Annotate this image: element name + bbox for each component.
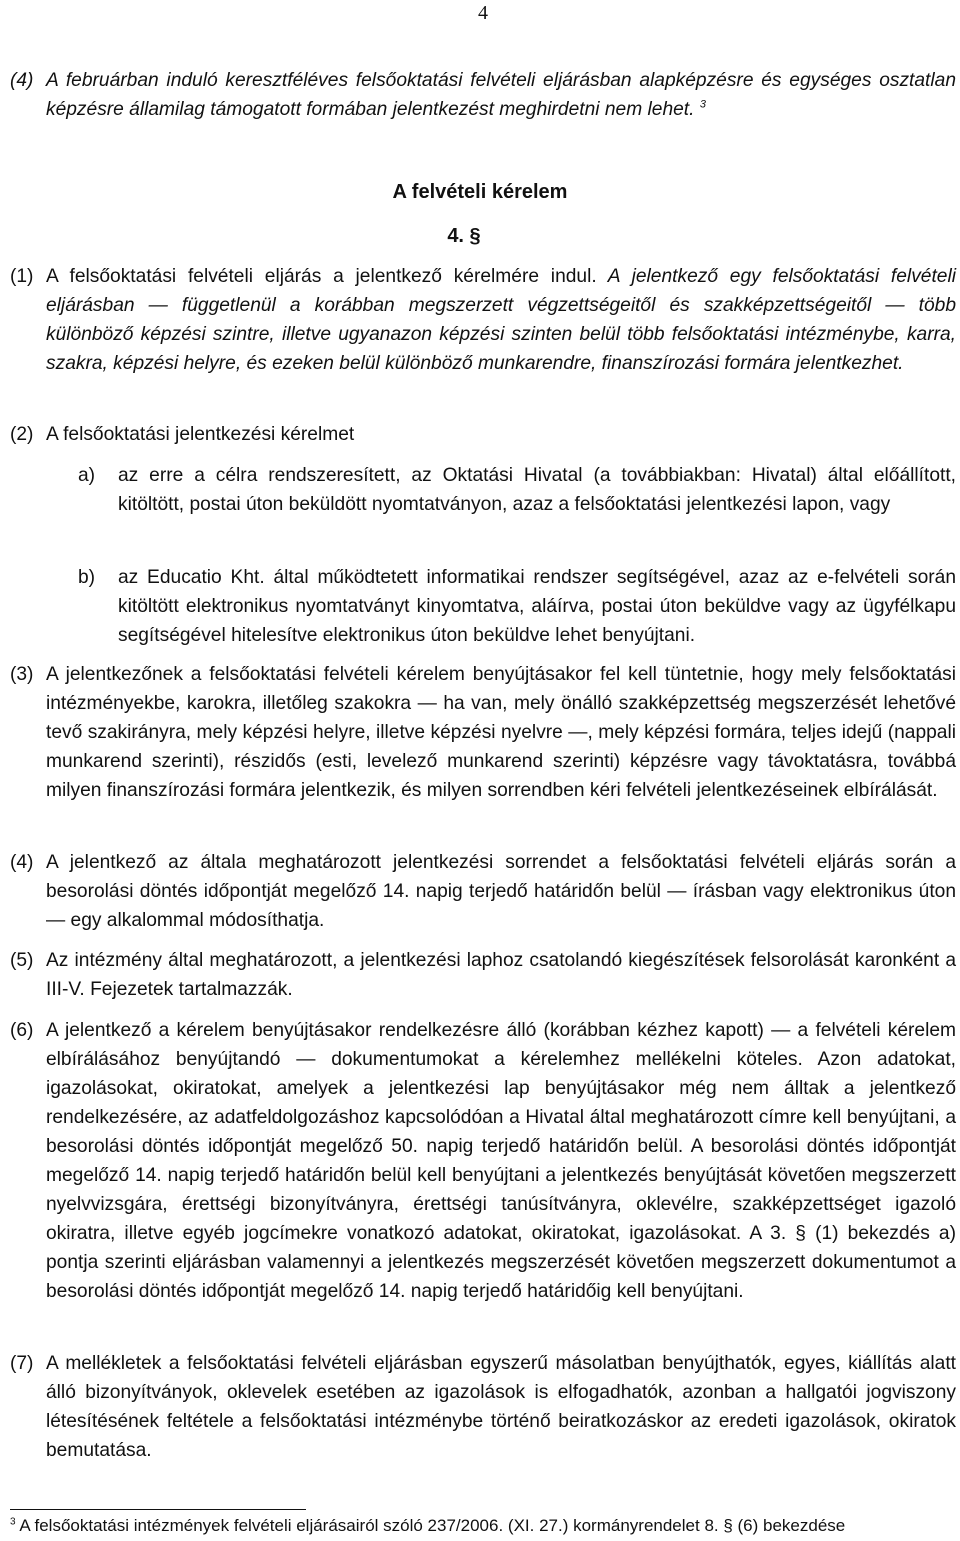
footnote-reference[interactable]: 3 <box>699 98 706 111</box>
paragraph-3 <box>10 660 956 805</box>
item-label: b) <box>78 567 96 588</box>
footnote-divider <box>10 1509 306 1510</box>
paragraph-text: A felsőoktatási felvételi eljárás a jelentkező kérelmére indul. <box>46 266 597 287</box>
section-title: A felvételi kérelem <box>392 181 568 203</box>
paragraph-7 <box>10 1349 956 1465</box>
paragraph-text: A jelentkező az általa meghatározott jelentkezési sorrendet a felsőoktatási felvételi eljárás során a besorolási döntés időpontját megelőző 14. napig terjedő határidőn belül — írásban vagy elektronikus úton — egy alkalommal módosíthatja. <box>46 852 956 931</box>
paragraph-number: (4) <box>10 852 34 873</box>
footnote-marker: 3 <box>10 1516 16 1528</box>
paragraph-text-italic: A jelentkező egy felsőoktatási felvételi eljárásban — függetlenül a korábban megszerzett végzettségeitől és szakképzettségeitől — több különböző képzési szintre, illetve ugyanazon képzési szinten belül több felsőoktatási intézménybe, karra, szakra, képzési helyre, és ezeken belül különböző munkarendre, finanszírozási formára jelentkezhet. <box>46 266 956 374</box>
item-text: az erre a célra rendszeresített, az Oktatási Hivatal (a továbbiakban: Hivatal) által előállított, kitöltött, postai úton beküldött nyomtatványon, azaz a felsőoktatási jelentkezési lapon, vagy <box>118 465 956 515</box>
paragraph-text: A jelentkezőnek a felsőoktatási felvételi kérelem benyújtásakor fel kell tüntetnie, hogy mely felsőoktatási intézményekbe, karokra, illetőleg szakokra — ha van, mely önálló szakképzettség megszerzését lehetővé tevő szakirányra, mely képzési helyre, illetve képzési nyelvre —, mely képzési formára, teljes idejű (nappali munkarend szerinti), részidős (esti, levelező munkarend szerinti) képzésre vagy távoktatásra, továbbá milyen finanszírozási formára jelentkezik, és milyen sorrendben kéri felvételi jelentkezéseinek elbírálását. <box>46 664 956 801</box>
paragraph-6 <box>10 1016 956 1306</box>
paragraph-number: (1) <box>10 266 34 287</box>
paragraph-number: (7) <box>10 1353 34 1374</box>
paragraph-text: A februárban induló keresztféléves felsőoktatási felvételi eljárásban alapképzésre és egységes osztatlan képzésre államilag támogatott formában jelentkezést meghirdetni nem lehet. <box>46 70 956 120</box>
paragraph-number: (2) <box>10 424 34 445</box>
paragraph-text: A mellékletek a felsőoktatási felvételi eljárásban egyszerű másolatban benyújthatók, egyes, kiállítás alatt álló bizonyítványok, oklevelek esetében az igazolások is elfogadhatók, azonban a hallgatói jogviszony létesítésének feltétele a felsőoktatási intézménybe történő beiratkozáskor az eredeti igazolások, okiratok bemutatása. <box>46 1353 956 1461</box>
page-number: 4 <box>478 2 488 24</box>
paragraph-2-item-a <box>78 461 956 519</box>
paragraph-text: A jelentkező a kérelem benyújtásakor rendelkezésre álló (korábban kézhez kapott) — a felvételi kérelem elbírálásához benyújtandó — dokumentumokat a kérelemhez mellékelni köteles. Azon adatokat, igazolásokat, okiratokat, amelyek a jelentkezési lap benyújtásakor még nem álltak a jelentkező rendelkezésére, az adatfeldolgozáshoz kapcsolódóan a Hivatal által meghatározott címre kell benyújtani, a besorolási döntés időpontját megelőző 50. napig terjedő határidőn belül. A besorolási döntés időpontját megelőző 14. napig terjedő határidőn belül kell benyújtani a jelentkezés benyújtását követően megszerzett nyelvvizsgára, érettségi bizonyítványra, érettségi tanúsítványra, oklevélre, szakképzettséget igazoló okiratra, illetve egyéb jogcímekre vonatkozó adatokat, okiratokat, igazolásokat. A 3. § (1) bekezdés a) pontja szerinti eljárásban valamennyi a jelentkezés megszerzését követően megszerzett dokumentumot a besorolási döntés időpontját megelőző 14. napig terjedő határidőig kell benyújtani. <box>46 1020 956 1302</box>
paragraph-text: A felsőoktatási jelentkezési kérelmet <box>46 424 355 445</box>
paragraph-number: (5) <box>10 950 34 971</box>
paragraph-number: (3) <box>10 664 34 685</box>
section-number: 4. § <box>447 225 481 247</box>
paragraph-number: (6) <box>10 1020 34 1041</box>
item-label: a) <box>78 465 96 486</box>
paragraph-4 <box>10 848 956 935</box>
paragraph-number: (4) <box>10 70 34 91</box>
footnote <box>10 1515 845 1537</box>
paragraph-intro <box>10 66 956 124</box>
paragraph-2-item-b <box>78 563 956 650</box>
item-text: az Educatio Kht. által működtetett informatikai rendszer segítségével, azaz az e-felvételi során kitöltött elektronikus nyomtatványt kinyomtatva, aláírva, postai úton beküldve vagy az ügyfélkapu segítségével hitelesítve elektronikus úton beküldve lehet benyújtani. <box>118 567 956 646</box>
paragraph-5 <box>10 946 956 1004</box>
footnote-text: A felsőoktatási intézmények felvételi eljárásairól szóló 237/2006. (XI. 27.) kormányrendelet 8. § (6) bekezdése <box>19 1516 846 1535</box>
paragraph-2 <box>10 420 956 449</box>
paragraph-1 <box>10 262 956 378</box>
paragraph-text: Az intézmény által meghatározott, a jelentkezési laphoz csatolandó kiegészítések felsorolását karonként a III-V. Fejezetek tartalmazzák. <box>46 950 956 1000</box>
